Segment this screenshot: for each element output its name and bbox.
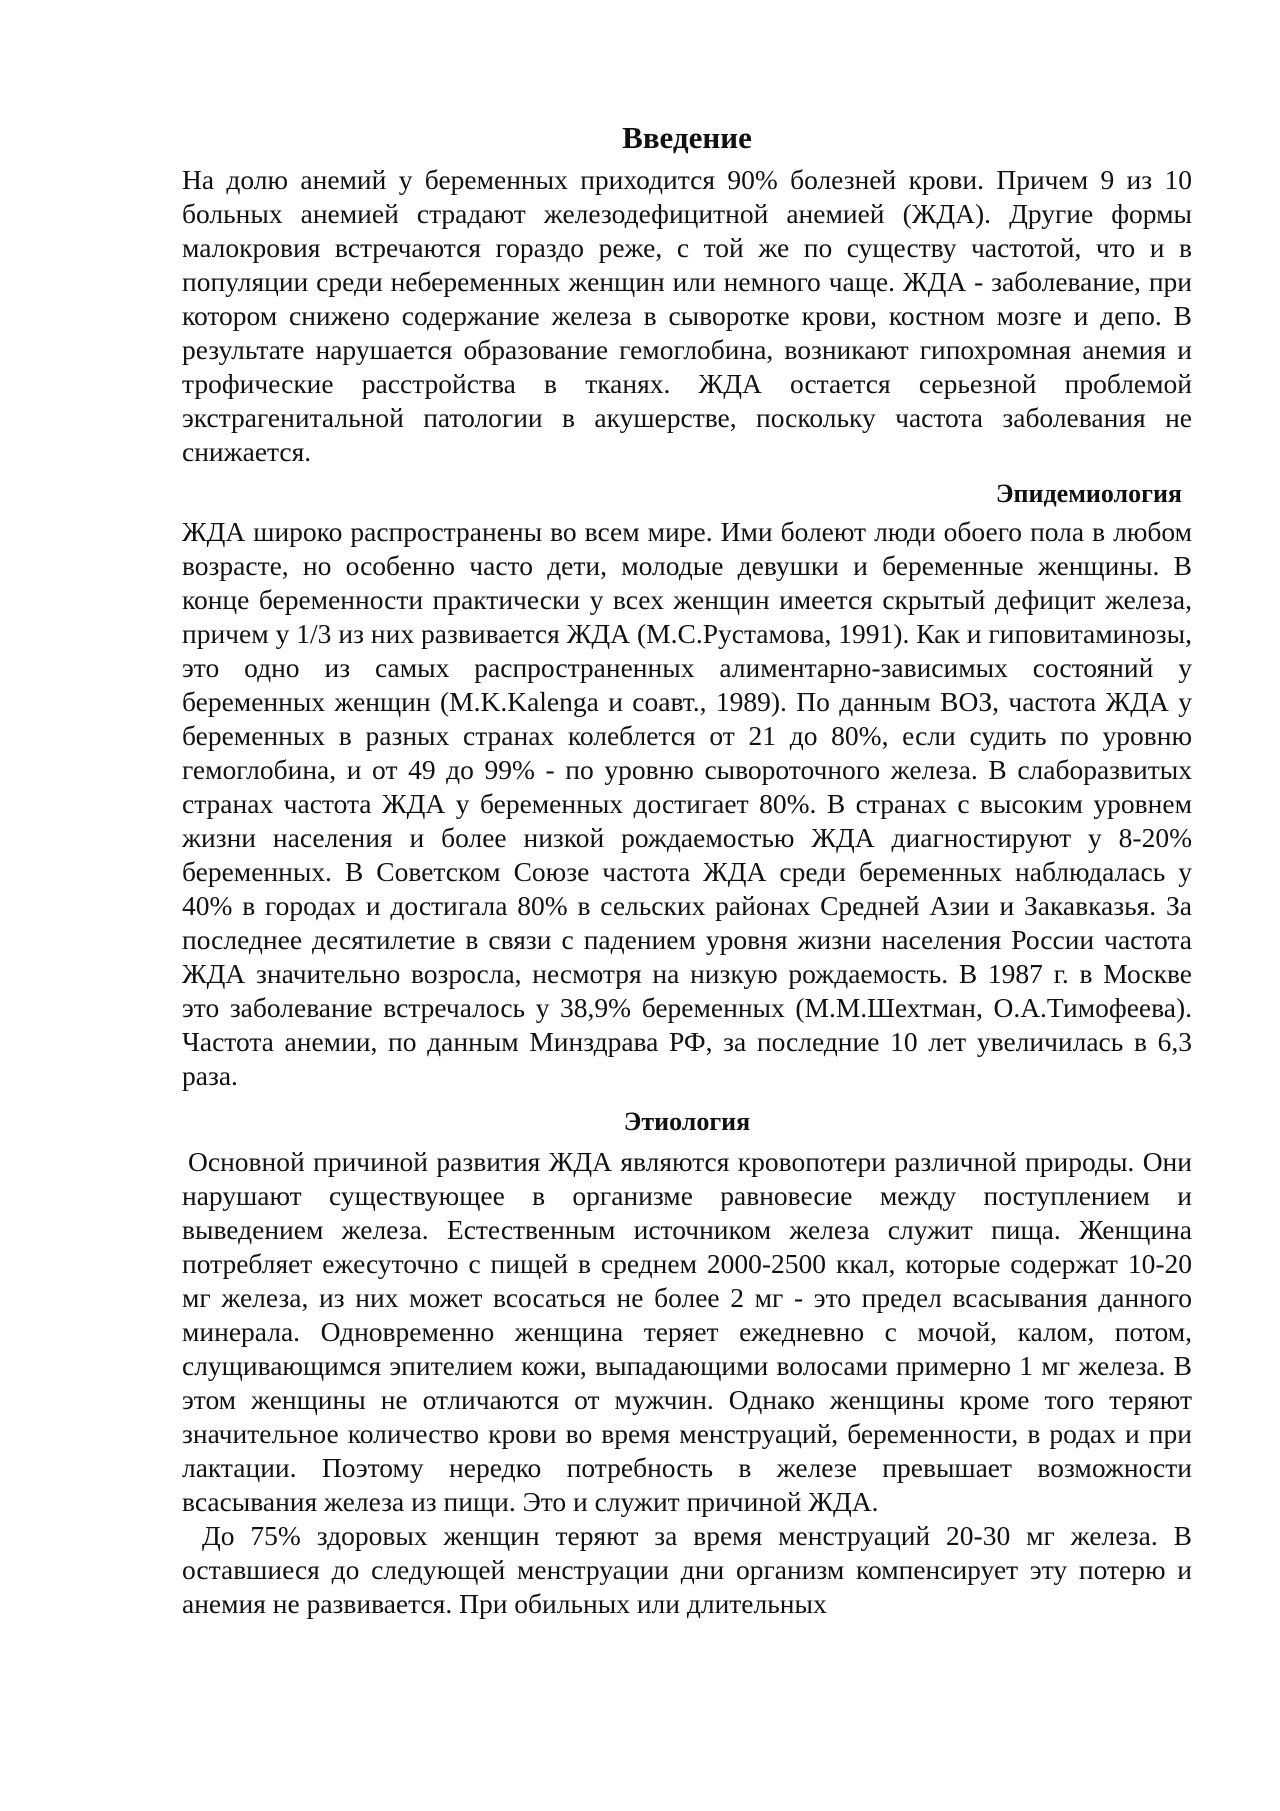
intro-paragraph: На долю анемий у беременных приходится 90% болезней крови. Причем 9 из 10 больных анемией страдают железодефицитной анемией (ЖДА). Другие формы малокровия встречаются гораздо реже, с той же по существу частотой, что и в популяции среди небеременных женщин или немного чаще. ЖДА - заболевание, при котором снижено содержание железа в сыворотке крови, костном мозге и депо. В результате нарушается образование гемоглобина, возникают гипохромная анемия и трофические расстройства в тканях. ЖДА остается серьезной проблемой экстрагенитальной патологии в акушерстве, поскольку частота заболевания не снижается. xyxy=(182,164,1192,467)
epidemiology-heading: Эпидемиология xyxy=(995,479,1182,508)
etiology-paragraph-1: Основной причиной развития ЖДА являются кровопотери различной природы. Они нарушают существующее в организме равновесие между поступлением и выведением железа. Естественным источником железа служит пища. Женщина потребляет ежесуточно с пищей в среднем 2000-2500 ккал, которые содержат 10-20 мг железа, из них может всосаться не более 2 мг - это предел всасывания данного минерала. Одновременно женщина теряет ежедневно с мочой, калом, потом, слущивающимся эпителием кожи, выпадающими волосами примерно 1 мг железа. В этом женщины не отличаются от мужчин. Однако женщины кроме того теряют значительное количество крови во время менструаций, беременности, в родах и при лактации. Поэтому нередко потребность в железе превышает возможности всасывания железа из пищи. Это и служит причиной ЖДА. xyxy=(182,1146,1192,1517)
intro-heading: Введение xyxy=(622,120,752,155)
etiology-paragraph-2: До 75% здоровых женщин теряют за время менструаций 20-30 мг железа. В оставшиеся до следующей менструации дни организм компенсирует эту потерю и анемия не развивается. При обильных или длительных xyxy=(182,1520,1192,1619)
epidemiology-paragraph: ЖДА широко распространены во всем мире. Ими болеют люди обоего пола в любом возрасте, но особенно часто дети, молодые девушки и беременные женщины. В конце беременности практически у всех женщин имеется скрытый дефицит железа, причем у 1/3 из них развивается ЖДА (М.С.Рустамова, 1991). Как и гиповитаминозы, это одно из самых распространенных алиментарно-зависимых состояний у беременных женщин (M.K.Kalenga и соавт., 1989). По данным ВОЗ, частота ЖДА у беременных в разных странах колеблется от 21 до 80%, если судить по уровню гемоглобина, и от 49 до 99% - по уровню сывороточного железа. В слаборазвитых странах частота ЖДА у беременных достигает 80%. В странах с высоким уровнем жизни населения и более низкой рождаемостью ЖДА диагностируют у 8-20% беременных. В Советском Союзе частота ЖДА среди беременных наблюдалась у 40% в городах и достигала 80% в сельских районах Средней Азии и Закавказья. За последнее десятилетие в связи с падением уровня жизни населения России частота ЖДА значительно возросла, несмотря на низкую рождаемость. В 1987 г. в Москве это заболевание встречалось у 38,9% беременных (М.М.Шехтман, О.А.Тимофеева). Частота анемии, по данным Минздрава РФ, за последние 10 лет увеличилась в 6,3 раза. xyxy=(182,516,1192,1091)
etiology-heading: Этиология xyxy=(623,1107,751,1136)
document-page xyxy=(182,118,1192,1621)
